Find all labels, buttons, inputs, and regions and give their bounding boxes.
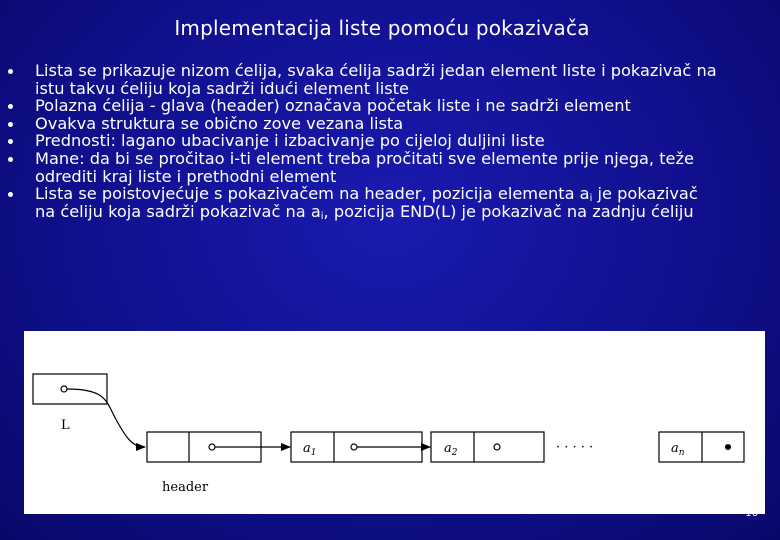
bullet-item <box>8 185 772 220</box>
bullet-line: Polazna ćelija - glava (header) označava početak liste i ne sadrži element <box>35 96 631 116</box>
bullet-line: istu takvu ćeliju koja sadrži idući element liste <box>35 78 409 98</box>
subscript: i <box>320 210 324 222</box>
bullet-dot-icon <box>8 192 13 197</box>
bullet-dot-icon <box>8 104 13 109</box>
cell-label: $a_1$ <box>303 441 317 458</box>
null-pointer-icon <box>725 444 731 450</box>
bullet-dot-icon <box>8 122 13 127</box>
list-label: L <box>61 418 70 433</box>
bullet-dot-icon <box>8 139 13 144</box>
bullet-line: Lista se prikazuje nizom ćelija, svaka ćelija sadrži jedan element liste i pokazivač na <box>35 61 717 80</box>
bullet-text: Lista se poistovjećuje s pokazivačem na header, pozicija elementa a <box>35 184 590 204</box>
pointer-dot-icon <box>494 444 500 450</box>
cell-label: $a_2$ <box>444 441 458 458</box>
pointer-dot-icon <box>61 386 67 392</box>
list-arrow <box>67 389 145 447</box>
bullet-text: je pokazivač <box>592 184 698 204</box>
header-label: header <box>162 480 209 495</box>
ellipsis: · · · · · <box>556 440 594 455</box>
bullet-item <box>8 62 772 97</box>
bullet-line: Mane: da bi se pročitao i-ti element treba pročitati sve elemente prije njega, teže <box>35 148 694 168</box>
bullet-list <box>8 62 772 220</box>
linked-list-diagram <box>24 331 765 514</box>
bullet-item <box>8 115 772 133</box>
slide-title: Implementacija liste pomoću pokazivača <box>174 16 590 40</box>
bullet-line: Ovakva struktura se obično zove vezana lista <box>35 113 404 133</box>
bullet-line: odrediti kraj liste i prethodni element <box>35 166 337 186</box>
bullet-item <box>8 150 772 185</box>
bullet-dot-icon <box>8 69 13 74</box>
bullet-item <box>8 97 772 115</box>
pointer-dot-icon <box>351 444 357 450</box>
page-number: 16 <box>745 508 758 519</box>
pointer-dot-icon <box>209 444 215 450</box>
bullet-text: na ćeliju koja sadrži pokazivač na a <box>35 201 321 221</box>
linked-list-svg <box>24 331 765 514</box>
bullet-text: , pozicija END(L) je pokazivač na zadnju ćeliju <box>323 201 694 221</box>
bullet-line <box>35 185 772 203</box>
bullet-dot-icon <box>8 157 13 162</box>
cell-label: $a_n$ <box>671 441 685 458</box>
bullet-line: Prednosti: lagano ubacivanje i izbacivanje po cijeloj duljini liste <box>35 131 545 151</box>
bullet-line <box>35 203 772 221</box>
subscript: i <box>589 193 593 205</box>
bullet-item <box>8 132 772 150</box>
